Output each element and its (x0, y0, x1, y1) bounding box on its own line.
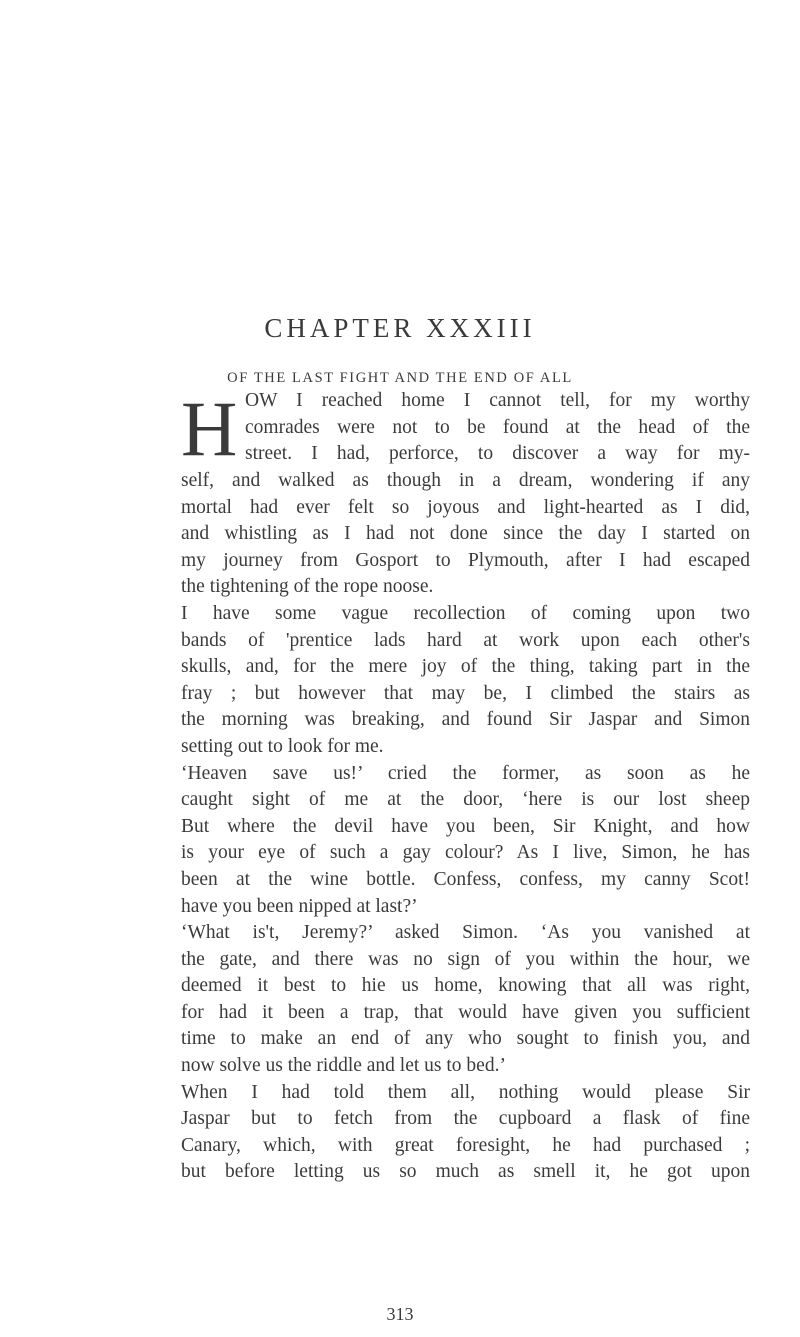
text-line: the tightening of the rope noose. (181, 576, 434, 598)
text-line: Jaspar but to fetch from the cupboard a flask of fine (181, 1108, 750, 1130)
chapter-heading: CHAPTER XXXIII (264, 313, 536, 343)
text-line: is your eye of such a gay colour? As I live, Simon, he has (181, 842, 750, 864)
text-line: ‘What is't, Jeremy?’ asked Simon. ‘As you vanished at (181, 922, 750, 944)
text-line: OW I reached home I cannot tell, for my worthy (245, 390, 750, 411)
text-line: the gate, and there was no sign of you within the hour, we (181, 948, 750, 970)
opening-lines (245, 388, 750, 468)
text-line: setting out to look for me. (181, 735, 384, 757)
text-line: I have some vague recollection of coming upon two (181, 602, 750, 624)
text-line: the morning was breaking, and found Sir Jaspar and Simon (181, 709, 750, 731)
text-line: ‘Heaven save us!’ cried the former, as soon as he (181, 762, 750, 784)
text-line: fray ; but however that may be, I climbed the stairs as (181, 682, 750, 704)
text-line: bands of 'prentice lads hard at work upon each other's (181, 629, 750, 651)
text-line: street. I had, perforce, to discover a way for my- (245, 443, 750, 465)
text-line: and whistling as I had not done since the day I started on (181, 523, 750, 545)
text-line: my journey from Gosport to Plymouth, after I had escaped (181, 549, 750, 571)
text-line: have you been nipped at last?’ (181, 895, 418, 917)
text-line: But where the devil have you been, Sir Knight, and how (181, 815, 750, 837)
text-line: now solve us the riddle and let us to bed.’ (181, 1055, 506, 1077)
text-line: comrades were not to be found at the head of the (245, 416, 750, 438)
text-line: mortal had ever felt so joyous and light-hearted as I did, (181, 496, 750, 518)
text-line: deemed it best to hie us home, knowing that all was right, (181, 975, 750, 997)
text-line: for had it been a trap, that would have given you sufficient (181, 1001, 750, 1023)
text-line: time to make an end of any who sought to finish you, and (181, 1028, 750, 1050)
text-line: caught sight of me at the door, ‘here is our lost sheep (181, 789, 750, 811)
text-line: been at the wine bottle. Confess, confess, my canny Scot! (181, 868, 750, 890)
drop-cap: H (181, 385, 238, 472)
chapter-subtitle: OF THE LAST FIGHT AND THE END OF ALL (227, 370, 573, 386)
body-text (181, 468, 750, 1186)
text-line: When I had told them all, nothing would please Sir (181, 1081, 750, 1103)
text-line: self, and walked as though in a dream, wondering if any (181, 470, 750, 491)
text-line: skulls, and, for the mere joy of the thing, taking part in the (181, 656, 750, 678)
text-line: Canary, which, with great foresight, he had purchased ; (181, 1134, 750, 1156)
page-number: 313 (386, 1304, 414, 1324)
text-line: but before letting us so much as smell it, he got upon (181, 1161, 750, 1183)
